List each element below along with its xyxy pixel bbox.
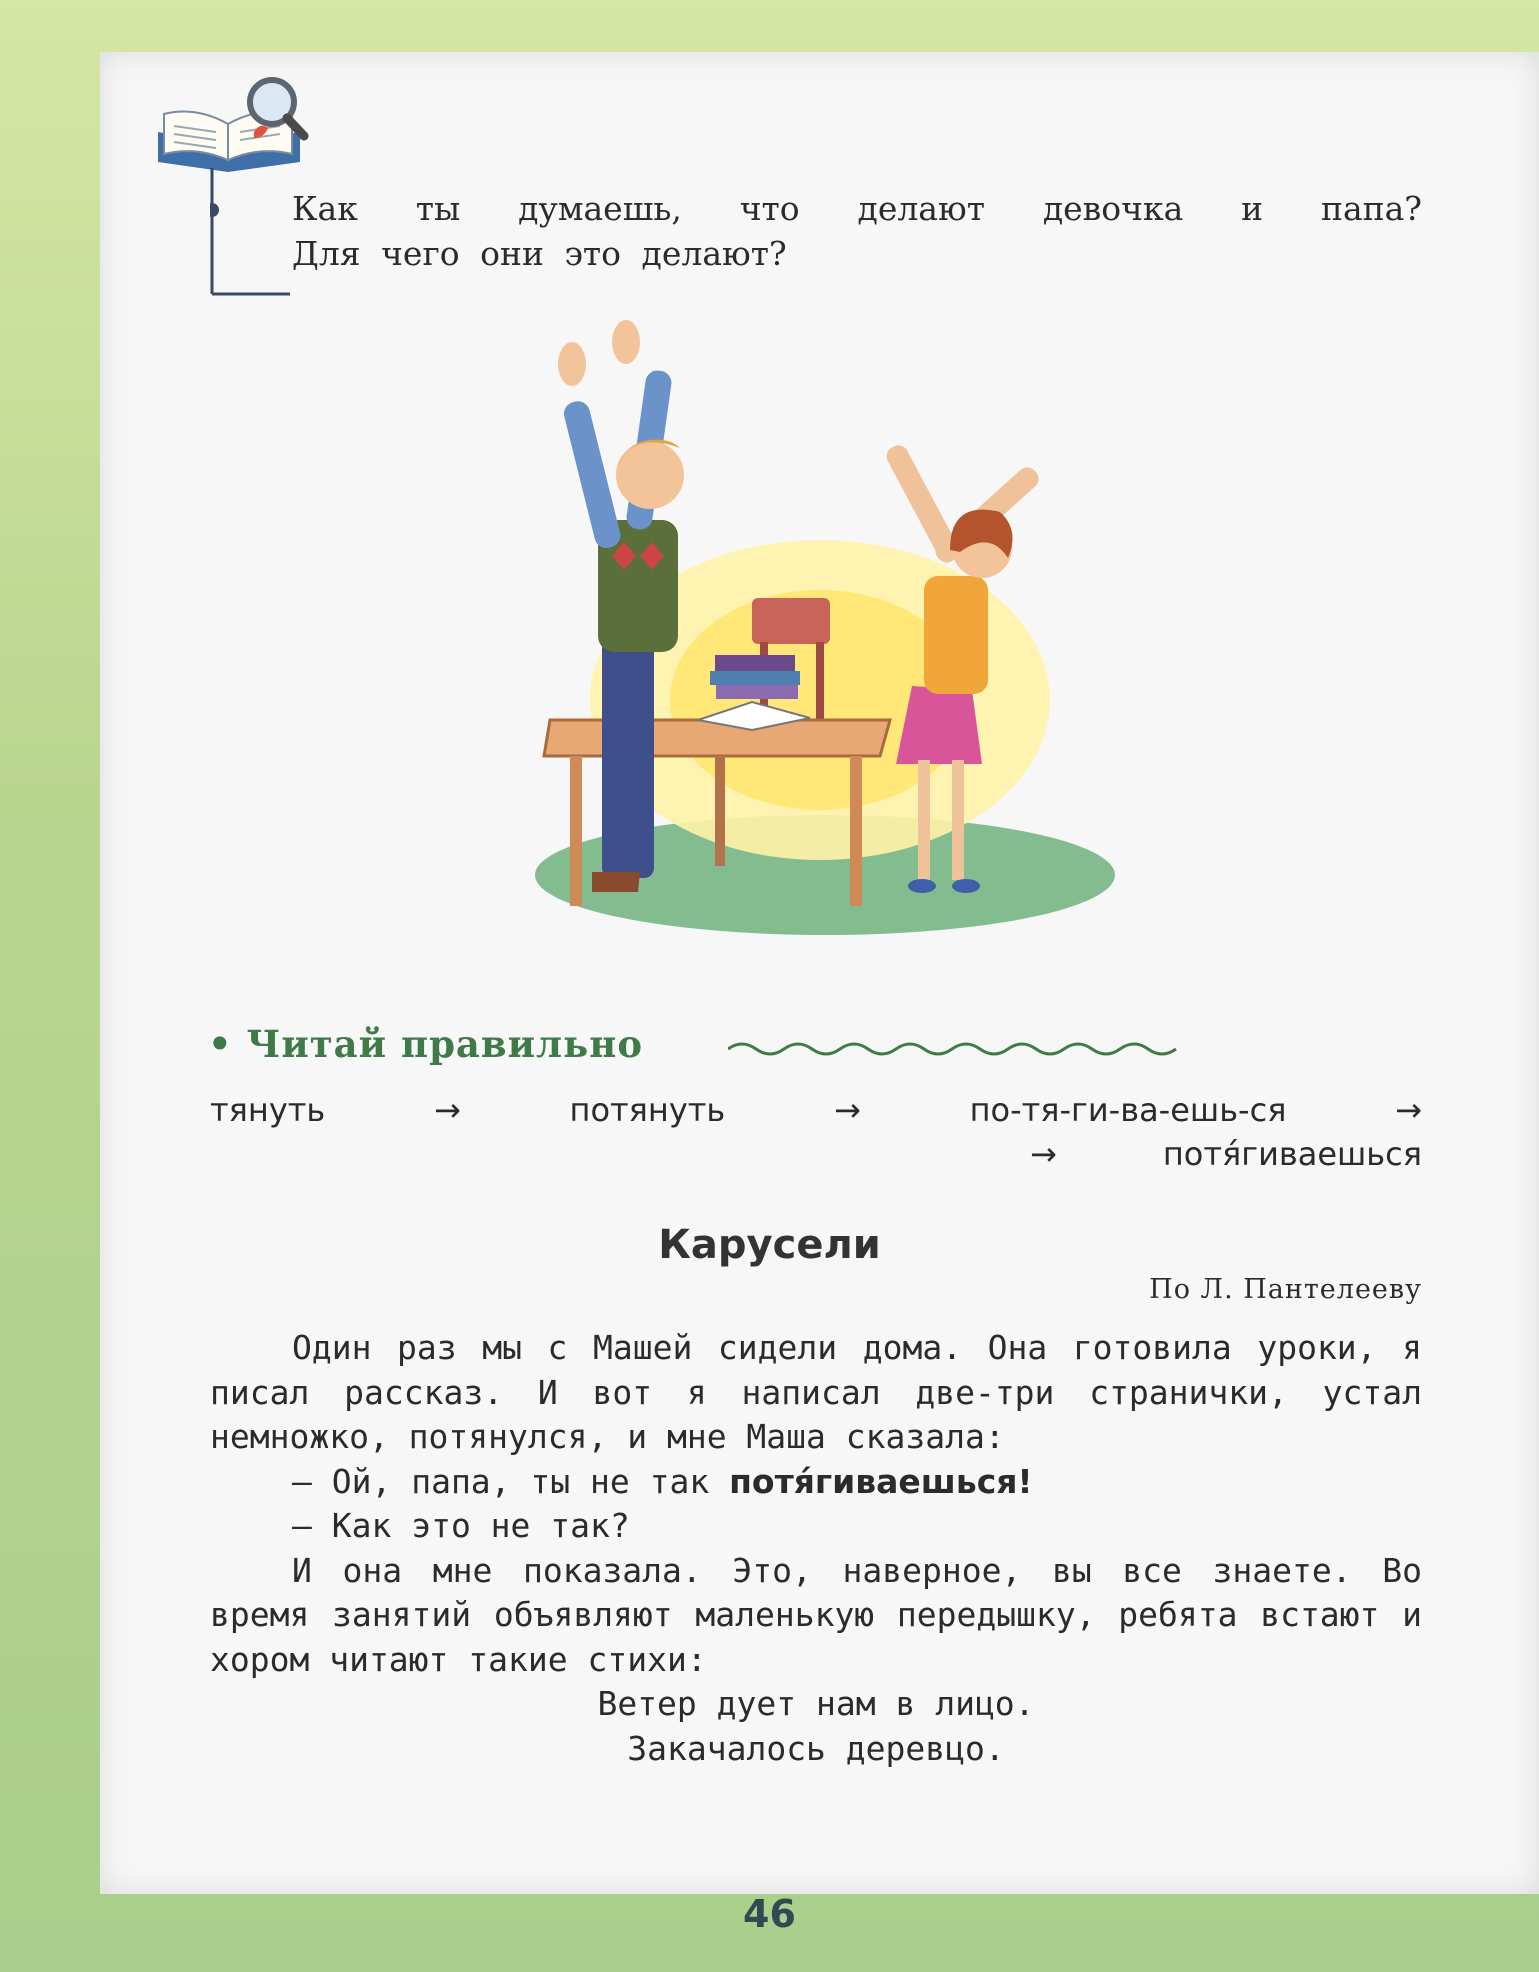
dialog-line-1: [210, 1460, 1422, 1505]
page-number: 46: [743, 1892, 796, 1936]
arrow-icon: →: [1395, 1091, 1422, 1129]
book-magnifier-icon: [150, 72, 310, 172]
question-line-1: Как ты думаешь, что делают девочка и папа?: [292, 189, 1422, 228]
word-1: тянуть: [210, 1091, 326, 1129]
story-author: По Л. Пантелееву: [1149, 1274, 1422, 1305]
arrow-icon: →: [433, 1091, 461, 1129]
arrow-icon: →: [1030, 1135, 1057, 1173]
word-4: потя́гиваешься: [1162, 1135, 1422, 1173]
word-3: по-тя-ги-ва-ешь-ся: [969, 1091, 1287, 1129]
illustration-stretching: [520, 320, 1130, 940]
word-2: потянуть: [569, 1091, 726, 1129]
arrow-icon: →: [834, 1091, 861, 1129]
story-body: [210, 1326, 1422, 1771]
wave-divider: [728, 1036, 1184, 1062]
word-chain: [210, 1088, 1422, 1132]
question-line-2: Для чего они это делают?: [292, 234, 787, 273]
task-bracket: [210, 168, 290, 296]
task-question: [292, 186, 1422, 276]
poem-line-2: Закачалось деревцо.: [627, 1728, 1005, 1768]
paragraph-1: Один раз мы с Машей сидели дома. Она готовила уроки, я писал рассказ. И вот я написал две-три странички, устал немножко, потянулся, и мне Маша сказала:: [210, 1328, 1422, 1456]
word-chain-continued: [1030, 1132, 1422, 1176]
dialog-1-bold: потя́гиваешься!: [729, 1461, 1033, 1501]
section-title: • Читай правильно: [208, 1022, 644, 1066]
paragraph-2: И она мне показала. Это, наверное, вы все знаете. Во время занятий объявляют маленькую передышку, ребята встают и хором читают такие стихи:: [210, 1550, 1422, 1679]
dialog-1-text: — Ой, папа, ты не так: [292, 1461, 730, 1501]
dialog-line-2: — Как это не так?: [292, 1506, 630, 1545]
poem-line-1: Ветер дует нам в лицо.: [597, 1684, 1035, 1723]
story-title: Карусели: [658, 1222, 881, 1268]
